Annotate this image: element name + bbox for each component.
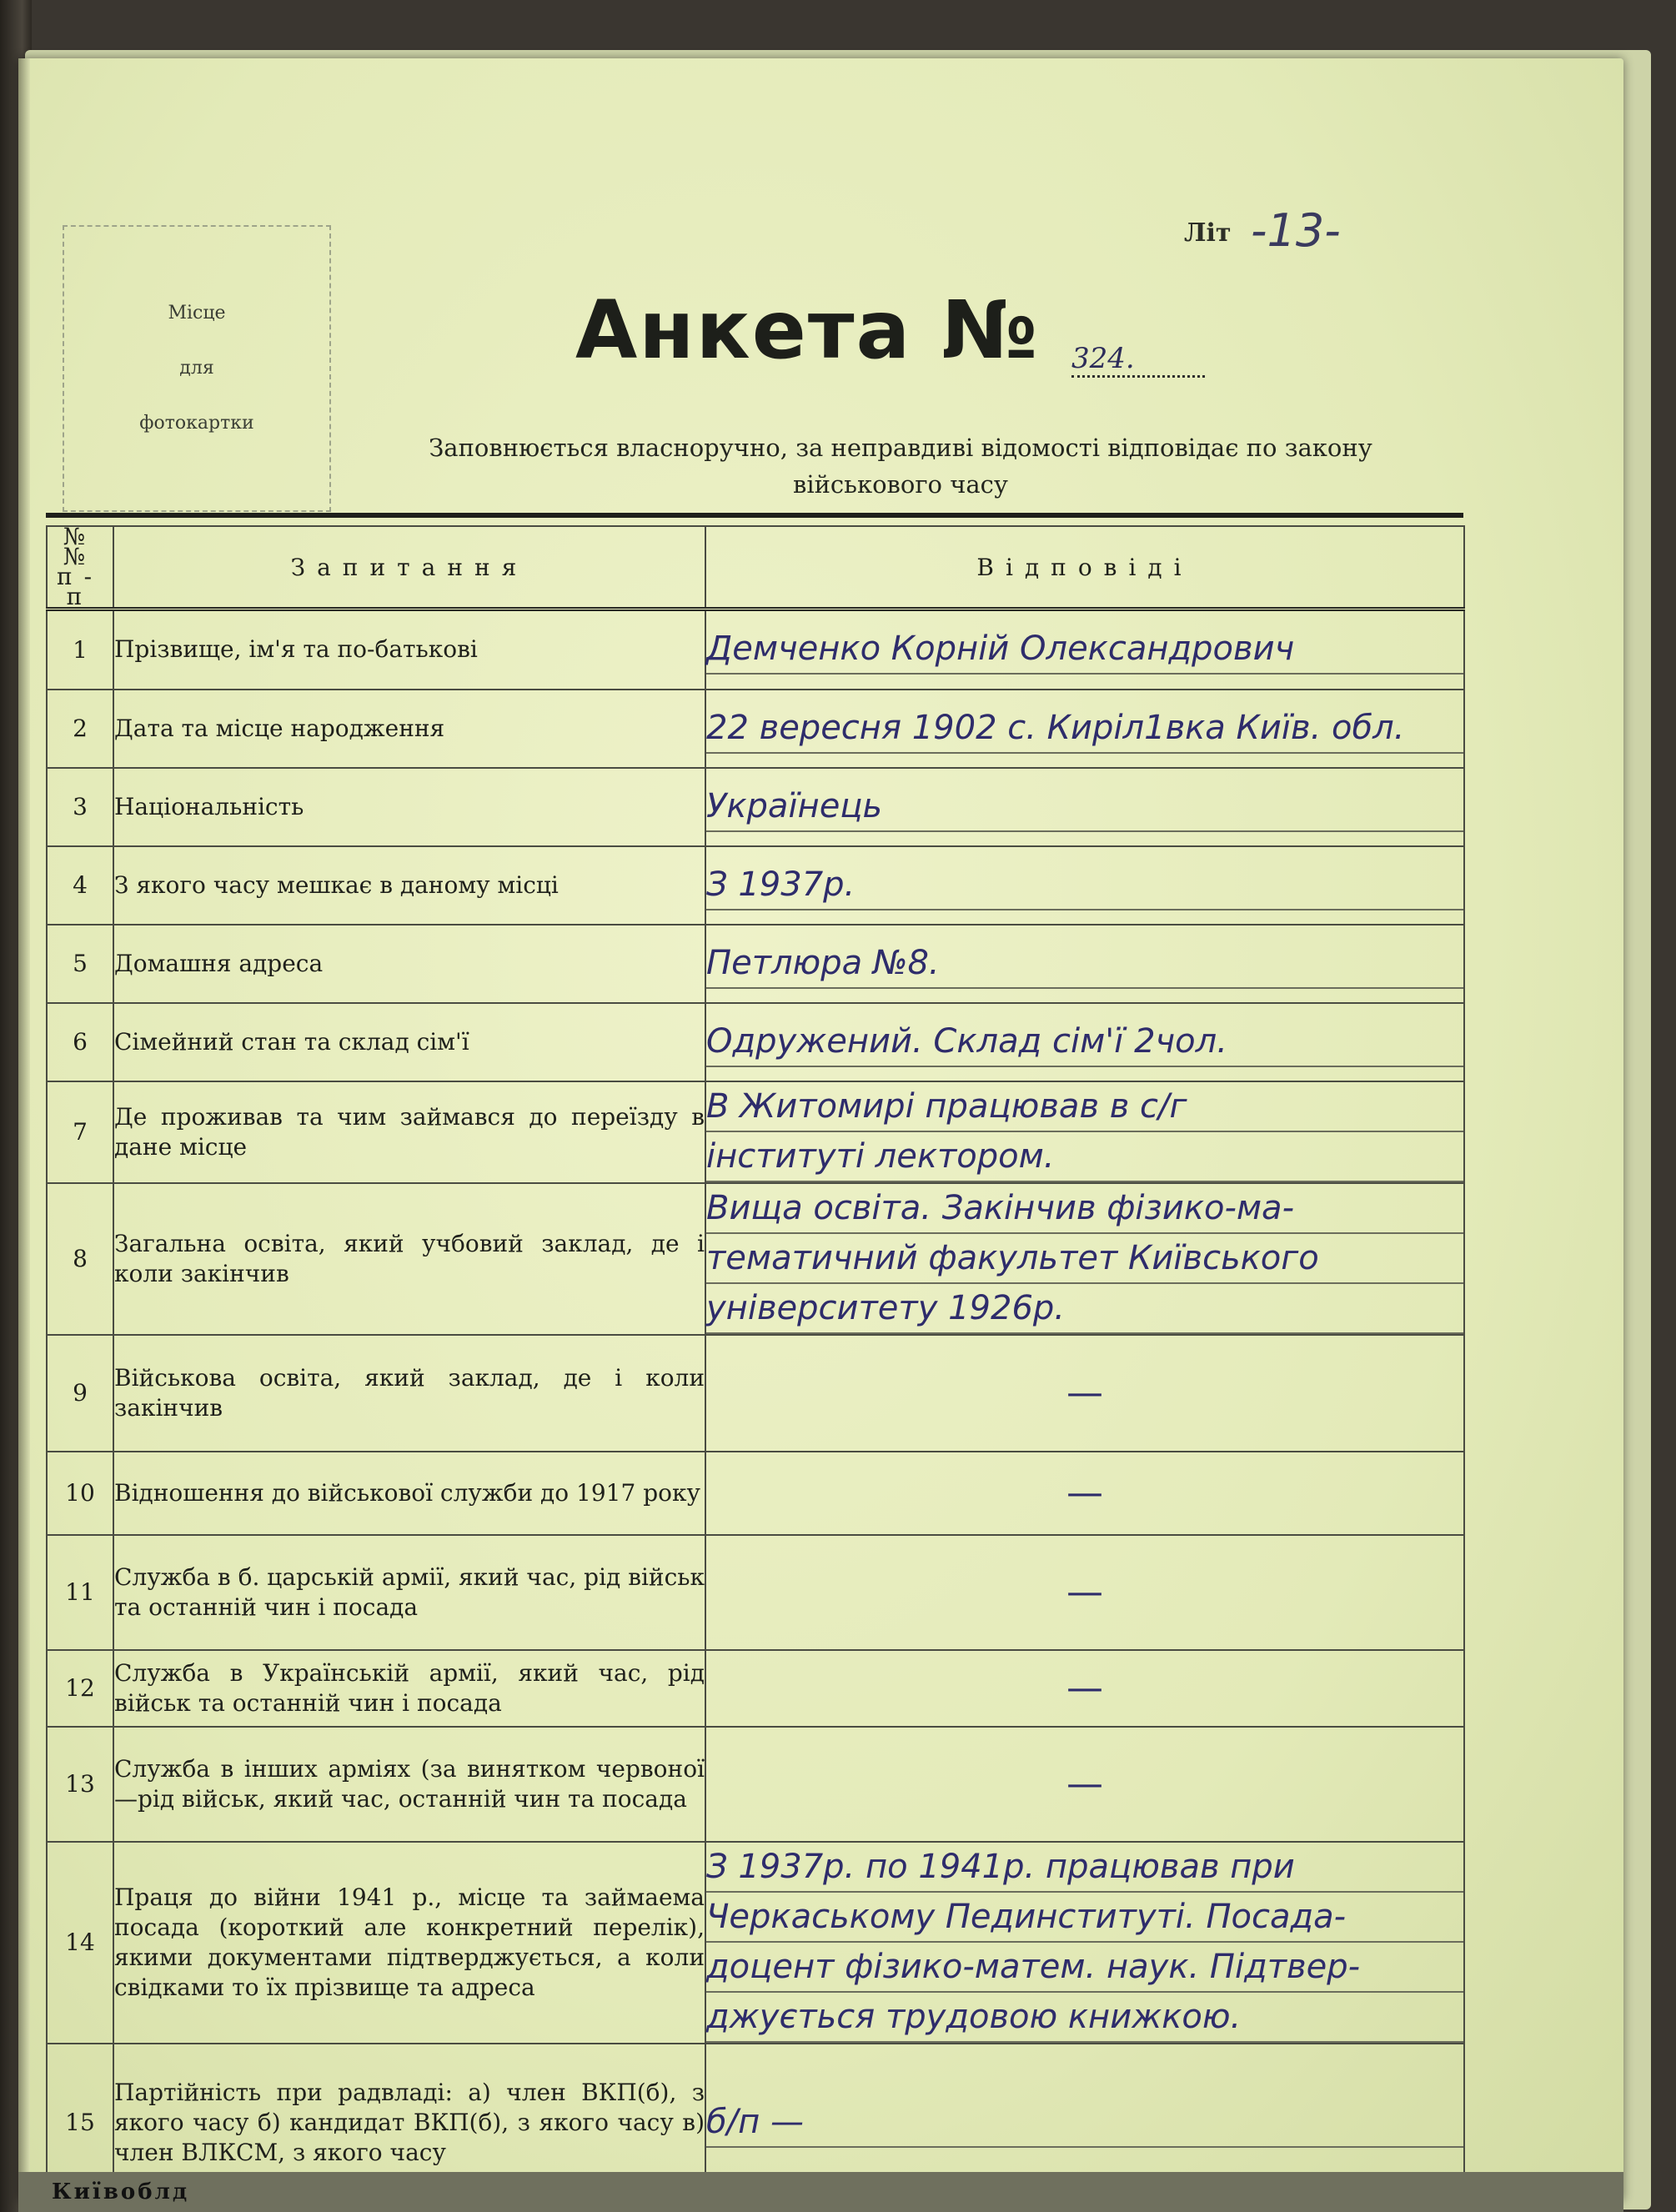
row-number: 7 [47, 1081, 113, 1183]
row-number: 1 [47, 609, 113, 690]
row-number: 2 [47, 690, 113, 768]
question-text: Відношення до військової служби до 1917 року [113, 1452, 705, 1535]
row-number: 5 [47, 925, 113, 1003]
table-row [47, 1535, 1464, 1650]
table-row [47, 846, 1464, 925]
answer-line: джується трудовою книжкою. [706, 1993, 1463, 2043]
photo-label-line2: для [179, 358, 214, 379]
table-header-row [47, 526, 1464, 609]
table-row [47, 1003, 1464, 1081]
question-text: Партійність при радвладі: а) член ВКП(б), з якого часу б) кандидат ВКП(б), з якого часу в) член ВЛКСМ, з якого часу [113, 2044, 705, 2202]
table-row [47, 609, 1464, 690]
question-text: Праця до війни 1941 р., місце та займаема посада (короткий але конкретний перелік), якими документами підтверджується, а коли свідками то їх прізвище та адреса [113, 1842, 705, 2044]
row-number: 6 [47, 1003, 113, 1081]
answer-line: — [1066, 1763, 1103, 1805]
answer-cell [705, 1842, 1464, 2044]
row-number: 11 [47, 1535, 113, 1650]
column-header-questions: Запитання [113, 526, 705, 609]
answer-cell [705, 1335, 1464, 1452]
answer-cell [705, 925, 1464, 1003]
subtitle-line1: Заповнюється власноручно, за неправдиві відомості відповідає по закону [429, 434, 1372, 462]
table-row [47, 1727, 1464, 1842]
answer-line: — [1066, 1472, 1103, 1514]
answer-cell [705, 1081, 1464, 1183]
row-number: 10 [47, 1452, 113, 1535]
page-title: Анкета № [575, 283, 1040, 377]
question-text: Служба в інших арміях (за винятком червоної—рід військ, який час, останній чин та посада [113, 1727, 705, 1842]
table-row [47, 1335, 1464, 1452]
answer-line: 22 вересня 1902 с. Киріл1вка Київ. обл. [706, 704, 1463, 754]
answer-cell [705, 1727, 1464, 1842]
answer-cell [705, 846, 1464, 925]
question-text: Загальна освіта, який учбовий заклад, де і коли закінчив [113, 1183, 705, 1335]
answer-line: — [1066, 1372, 1103, 1414]
answer-cell [705, 609, 1464, 690]
answer-line: б/п — [706, 2098, 1463, 2148]
questionnaire-table [46, 525, 1465, 2203]
row-number: 3 [47, 768, 113, 846]
answer-line: З 1937р. по 1941р. працював при [706, 1843, 1463, 1893]
answer-line: З 1937р. [706, 860, 1463, 910]
header-rule [46, 513, 1463, 518]
row-number: 13 [47, 1727, 113, 1842]
sheet-label: Літ [1184, 218, 1232, 248]
answer-cell [705, 768, 1464, 846]
question-text: Військова освіта, який заклад, де і коли закінчив [113, 1335, 705, 1452]
table-row [47, 1081, 1464, 1183]
column-header-answers: Відповіді [705, 526, 1464, 609]
answer-line: університету 1926р. [706, 1284, 1463, 1334]
table-row [47, 768, 1464, 846]
row-number: 9 [47, 1335, 113, 1452]
row-number: 14 [47, 1842, 113, 2044]
photo-label-line3: фотокартки [139, 413, 254, 434]
row-number: 15 [47, 2044, 113, 2202]
question-text: Сімейний стан та склад сім'ї [113, 1003, 705, 1081]
bottom-stamp: Київоблд [18, 2172, 1623, 2212]
answer-cell [705, 1003, 1464, 1081]
table-row [47, 925, 1464, 1003]
question-text: Де проживав та чим займався до переїзду в дане місце [113, 1081, 705, 1183]
answer-line: — [1066, 1571, 1103, 1613]
table-row [47, 1842, 1464, 2044]
photo-placeholder [63, 225, 331, 512]
answer-cell [705, 1452, 1464, 1535]
answer-line: Українець [706, 782, 1463, 832]
question-text: Прізвище, ім'я та по-батькові [113, 609, 705, 690]
table-row [47, 1650, 1464, 1727]
answer-line: — [1066, 1667, 1103, 1709]
answer-cell [705, 690, 1464, 768]
form-number: 324. [1071, 342, 1205, 378]
photo-label-line1: Місце [168, 303, 226, 324]
row-number: 4 [47, 846, 113, 925]
row-number: 12 [47, 1650, 113, 1727]
answer-line: доцент фізико-матем. наук. Підтвер- [706, 1943, 1463, 1993]
table-row [47, 690, 1464, 768]
column-header-number: №№ п-п [47, 526, 113, 609]
table-row [47, 1183, 1464, 1335]
form-subtitle [350, 429, 1451, 503]
answer-line: Петлюра №8. [706, 939, 1463, 989]
answer-cell [705, 1183, 1464, 1335]
table-row [47, 1452, 1464, 1535]
answer-line: Одружений. Склад сім'ї 2чол. [706, 1017, 1463, 1067]
answer-line: тематичний факультет Київського [706, 1234, 1463, 1284]
question-text: Національність [113, 768, 705, 846]
answer-line: Вища освіта. Закінчив фізико-ма- [706, 1184, 1463, 1234]
answer-line: інституті лектором. [706, 1132, 1463, 1182]
question-text: Дата та місце народження [113, 690, 705, 768]
answer-cell [705, 1535, 1464, 1650]
answer-line: В Житомирі працював в с/г [706, 1082, 1463, 1132]
row-number: 8 [47, 1183, 113, 1335]
answer-line: Демченко Корній Олександрович [706, 624, 1463, 675]
sheet-number: -13- [1251, 204, 1341, 257]
answer-line: Черкаському Пединституті. Посада- [706, 1893, 1463, 1943]
question-text: З якого часу мешкає в даному місці [113, 846, 705, 925]
question-text: Служба в Українській армії, який час, рід військ та останній чин і посада [113, 1650, 705, 1727]
answer-cell [705, 1650, 1464, 1727]
page-fold [18, 58, 30, 2201]
subtitle-line2: військового часу [793, 470, 1008, 499]
question-text: Домашня адреса [113, 925, 705, 1003]
question-text: Служба в б. царській армії, який час, рід військ та останній чин і посада [113, 1535, 705, 1650]
